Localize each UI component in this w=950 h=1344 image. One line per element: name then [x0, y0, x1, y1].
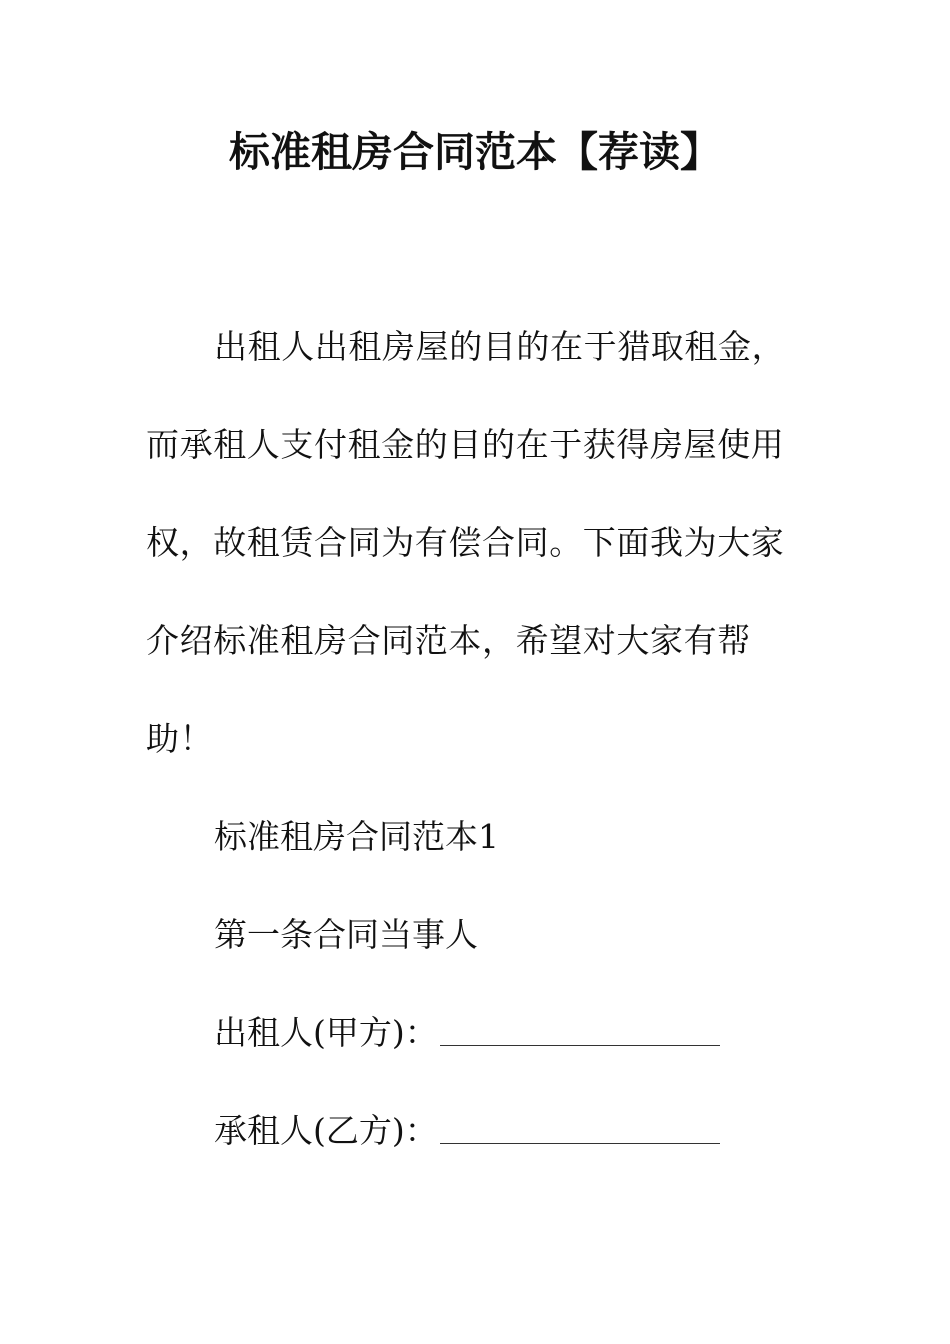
- document-title: 标准租房合同范本【荐读】: [229, 128, 721, 176]
- lessee-blank-field[interactable]: [440, 1113, 720, 1144]
- intro-paragraph: 出租人出租房屋的目的在于猎取租金，而承租人支付租金的目的在于获得房屋使用权，故租赁合同为有偿合同。下面我为大家介绍标准租房合同范本，希望对大家有帮助！: [146, 327, 786, 758]
- lessee-line: [146, 1082, 812, 1180]
- lessee-label: 承租人(乙方)：: [214, 1111, 438, 1150]
- lessor-blank-field[interactable]: [440, 1015, 720, 1046]
- document-body: [146, 298, 812, 1180]
- clause-heading: 第一条合同当事人: [214, 915, 478, 954]
- lessor-line: [146, 984, 812, 1082]
- section-heading: 标准租房合同范本1: [214, 817, 499, 856]
- lessor-label: 出租人(甲方)：: [214, 1013, 438, 1052]
